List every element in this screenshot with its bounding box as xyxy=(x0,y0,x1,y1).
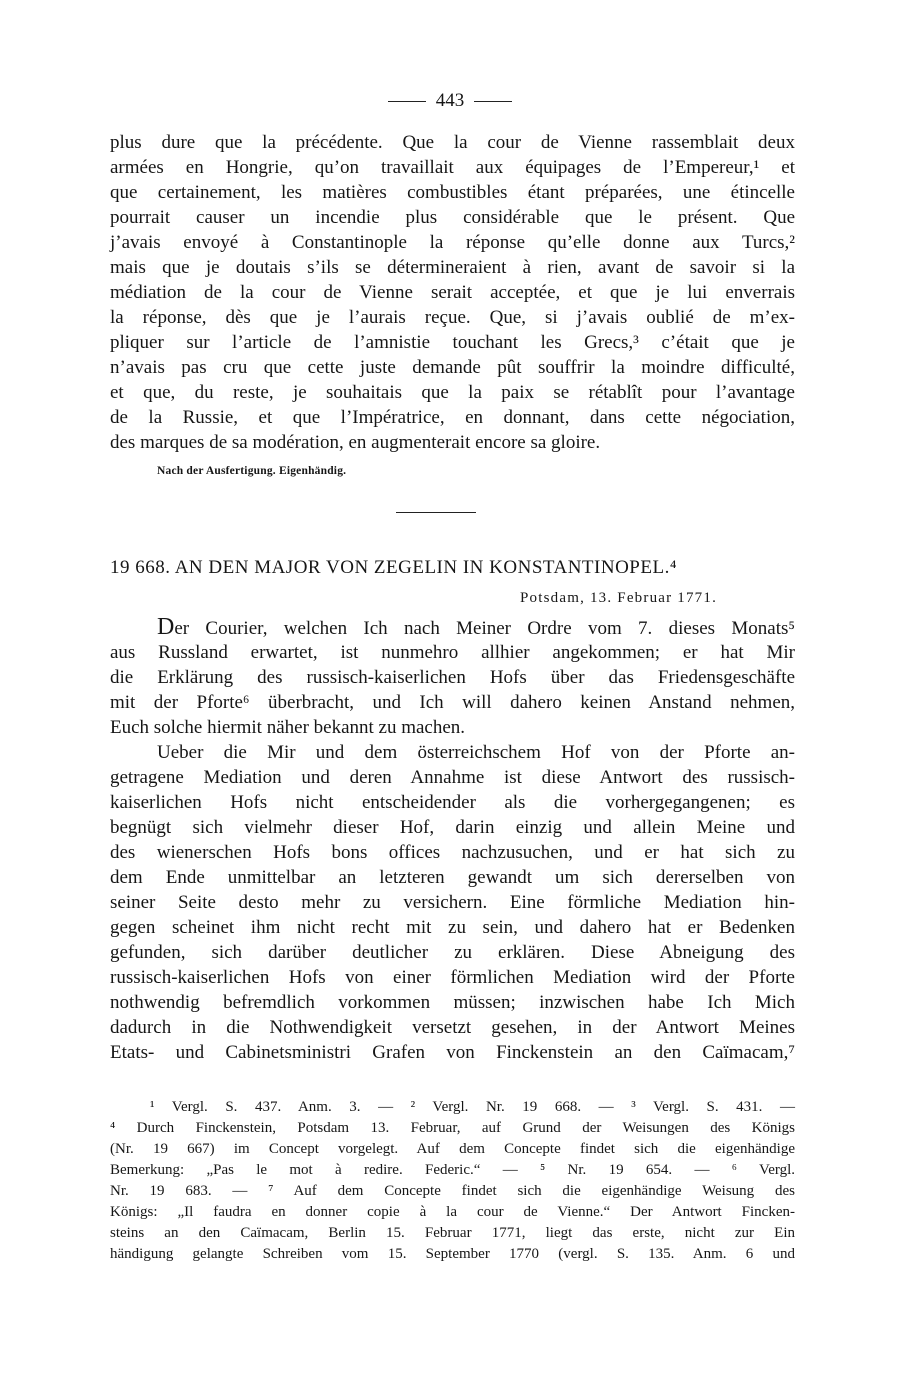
footnote-line: Nr. 19 683. — ⁷ Auf dem Concepte findet sich die eigenhändige Weisung des xyxy=(110,1183,795,1199)
body-line: armées en Hongrie, qu’on travaillait aux équipages de l’Empereur,¹ et xyxy=(110,157,795,178)
page-number-text: 443 xyxy=(435,90,465,111)
body-line: Euch solche hiermit näher bekannt zu machen. xyxy=(110,717,466,738)
body-line: que certainement, les matières combustibles étant préparées, une étincelle xyxy=(110,182,795,203)
body-line: die Erklärung des russisch-kaiserlichen Hofs über das Friedensgeschäfte xyxy=(110,667,795,688)
body-line: gefunden, sich darüber deutlicher zu erklären. Diese Abneigung des xyxy=(110,942,795,963)
letter-heading: 19 668. AN DEN MAJOR VON ZEGELIN IN KONSTANTINOPEL.⁴ xyxy=(110,557,677,578)
body-line: plus dure que la précédente. Que la cour de Vienne rassemblait deux xyxy=(110,132,795,153)
footnote-line: ¹ Vergl. S. 437. Anm. 3. — ² Vergl. Nr. 19 668. — ³ Vergl. S. 431. — xyxy=(150,1099,795,1115)
footnote-line: ⁴ Durch Finckenstein, Potsdam 13. Februar, auf Grund der Weisungen des Königs xyxy=(110,1120,795,1136)
body-line: médiation de la cour de Vienne serait acceptée, et que je lui enverrais xyxy=(110,282,795,303)
body-line: getragene Mediation und deren Annahme ist diese Antwort des russisch- xyxy=(110,767,795,788)
body-line: seiner Seite desto mehr zu versichern. Eine förmliche Mediation hin- xyxy=(110,892,795,913)
body-line: j’avais envoyé à Constantinople la réponse qu’elle donne aux Turcs,² xyxy=(110,232,795,253)
page-number-dash-left xyxy=(388,101,426,102)
paragraph-first-line xyxy=(157,615,795,640)
footnote-line: Bemerkung: „Pas le mot à redire. Federic.“ — ⁵ Nr. 19 654. — ⁶ Vergl. xyxy=(110,1162,795,1178)
body-line: la réponse, dès que je l’aurais reçue. Que, si j’avais oublié de m’ex- xyxy=(110,307,795,328)
footnote-line: händigung gelangte Schreiben vom 15. September 1770 (vergl. S. 135. Anm. 6 und xyxy=(110,1246,795,1262)
footnote-line: (Nr. 19 667) im Concept vorgelegt. Auf dem Concepte findet sich die eigenhändige xyxy=(110,1141,795,1157)
body-line: pliquer sur l’article de l’amnistie touchant les Grecs,³ c’était que je xyxy=(110,332,795,353)
body-line: des marques de sa modération, en augmenterait encore sa gloire. xyxy=(110,432,601,453)
body-line: mit der Pforte⁶ überbracht, und Ich will dahero keinen Anstand nehmen, xyxy=(110,692,795,713)
body-line: russisch-kaiserlichen Hofs von einer förmlichen Mediation wird der Pforte xyxy=(110,967,795,988)
body-line: dadurch in die Nothwendigkeit versetzt gesehen, in der Antwort Meines xyxy=(110,1017,795,1038)
dateline: Potsdam, 13. Februar 1771. xyxy=(520,590,718,606)
paragraph-first-line: Ueber die Mir und dem österreichschem Hof von der Pforte an- xyxy=(157,742,795,763)
section-separator xyxy=(396,512,476,513)
body-line: des wienerschen Hofs bons offices nachzusuchen, und er hat sich zu xyxy=(110,842,795,863)
footnote-line: Königs: „Il faudra en donner copie à la cour de Vienne.“ Der Antwort Fincken- xyxy=(110,1204,795,1220)
page-number-dash-right xyxy=(474,101,512,102)
source-note: Nach der Ausfertigung. Eigenhändig. xyxy=(157,465,347,477)
body-line: pourrait causer un incendie plus considérable que le présent. Que xyxy=(110,207,795,228)
body-line: Etats- und Cabinetsministri Grafen von Finckenstein an den Caïmacam,⁷ xyxy=(110,1042,795,1063)
paragraph-first-line-text: er Courier, welchen Ich nach Meiner Ordre vom 7. dieses Monats⁵ xyxy=(174,618,795,639)
footnote-line: steins an den Caïmacam, Berlin 15. Februar 1771, liegt das erste, nicht zur Ein xyxy=(110,1225,795,1241)
body-line: n’avais pas cru que cette juste demande pût souffrir la moindre difficulté, xyxy=(110,357,795,378)
page-number xyxy=(0,88,900,113)
body-line: mais que je doutais s’ils se détermineraient à rien, avant de savoir si la xyxy=(110,257,795,278)
body-line: et que, du reste, je souhaitais que la paix se rétablît pour l’avantage xyxy=(110,382,795,403)
body-line: nothwendig befremdlich vorkommen müssen; inzwischen habe Ich Mich xyxy=(110,992,795,1013)
body-line: de la Russie, et que l’Impératrice, en donnant, dans cette négociation, xyxy=(110,407,795,428)
body-line: dem Ende unmittelbar an letzteren gewandt um sich dererselben von xyxy=(110,867,795,888)
body-line: kaiserlichen Hofs nicht entscheidender als die vorhergegangenen; es xyxy=(110,792,795,813)
body-line: begnügt sich vielmehr dieser Hof, darin einzig und allein Meine und xyxy=(110,817,795,838)
initial-letter: D xyxy=(157,614,175,640)
body-line: aus Russland erwartet, ist nunmehro allhier angekommen; er hat Mir xyxy=(110,642,795,663)
body-line: gegen scheinet ihm nicht recht mit zu sein, und dahero hat er Bedenken xyxy=(110,917,795,938)
